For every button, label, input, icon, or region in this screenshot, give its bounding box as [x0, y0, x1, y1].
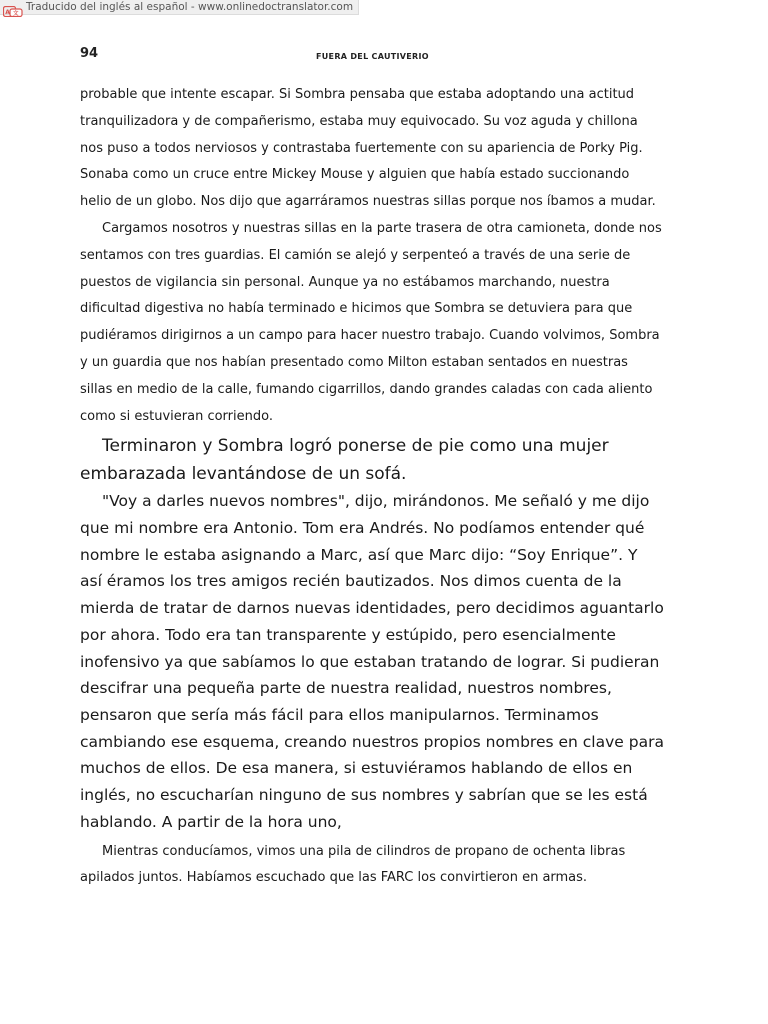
- svg-text:A: A: [5, 8, 10, 16]
- page-number: 94: [80, 46, 99, 61]
- page-body: [80, 82, 664, 892]
- paragraph-2: Cargamos nosotros y nuestras sillas en la parte trasera de otra camioneta, donde nos sentamos con tres guardias. El camión se alejó y serpenteó a través de una serie de puestos de vigilancia sin personal. Aunque ya no estábamos marchando, nuestra dificultad digestiva no había terminado e hicimos que Sombra se detuviera para que pudiéramos dirigirnos a un campo para hacer nuestro trabajo. Cuando volvimos, Sombra y un guardia que nos habían presentado como Milton estaban sentados en nuestras sillas en medio de la calle, fumando cigarrillos, dando grandes caladas con cada aliento como si estuvieran corriendo.: [80, 220, 662, 424]
- paragraph-4: "Voy a darles nuevos nombres", dijo, mirándonos. Me señaló y me dijo que mi nombre era Antonio. Tom era Andrés. No podíamos entender qué nombre le estaba asignando a Marc, así que Marc dijo: “Soy Enrique”. Y así éramos los tres amigos recién bautizados. Nos dimos cuenta de la mierda de tratar de darnos nuevas identidades, pero decidimos aguantarlo por ahora. Todo era tan transparente y estúpido, pero esencialmente inofensivo ya que sabíamos lo que estaban tratando de lograr. Si pudieran descifrar una pequeña parte de nuestra realidad, nuestros nombres, pensaron que sería más fácil para ellos manipularnos. Terminamos cambiando ese esquema, creando nuestros propios nombres en clave para muchos de ellos. De esa manera, si estuviéramos hablando de ellos en inglés, no escucharían ninguno de sus nombres y sabrían que se les está hablando. A partir de la hora uno,: [80, 492, 664, 831]
- paragraph-5: Mientras conducíamos, vimos una pila de cilindros de propano de ochenta libras apilados juntos. Habíamos escuchado que las FARC los convirtieron en armas.: [80, 843, 626, 886]
- translator-logo-icon: [3, 2, 23, 17]
- paragraph-3: Terminaron y Sombra logró ponerse de pie como una mujer embarazada levantándose de un sofá.: [80, 436, 609, 485]
- running-head: FUERA DEL CAUTIVERIO: [316, 52, 429, 61]
- translation-banner-text[interactable]: Traducido del inglés al español - www.onlinedoctranslator.com: [26, 1, 354, 13]
- translation-banner[interactable]: [0, 0, 359, 15]
- svg-text:文: 文: [13, 10, 19, 17]
- paragraph-1: probable que intente escapar. Si Sombra pensaba que estaba adoptando una actitud tranquilizadora y de compañerismo, estaba muy equivocado. Su voz aguda y chillona nos puso a todos nerviosos y contrastaba fuertemente con su apariencia de Porky Pig. Sonaba como un cruce entre Mickey Mouse y alguien que había estado succionando helio de un globo. Nos dijo que agarráramos nuestras sillas porque nos íbamos a mudar.: [80, 87, 656, 210]
